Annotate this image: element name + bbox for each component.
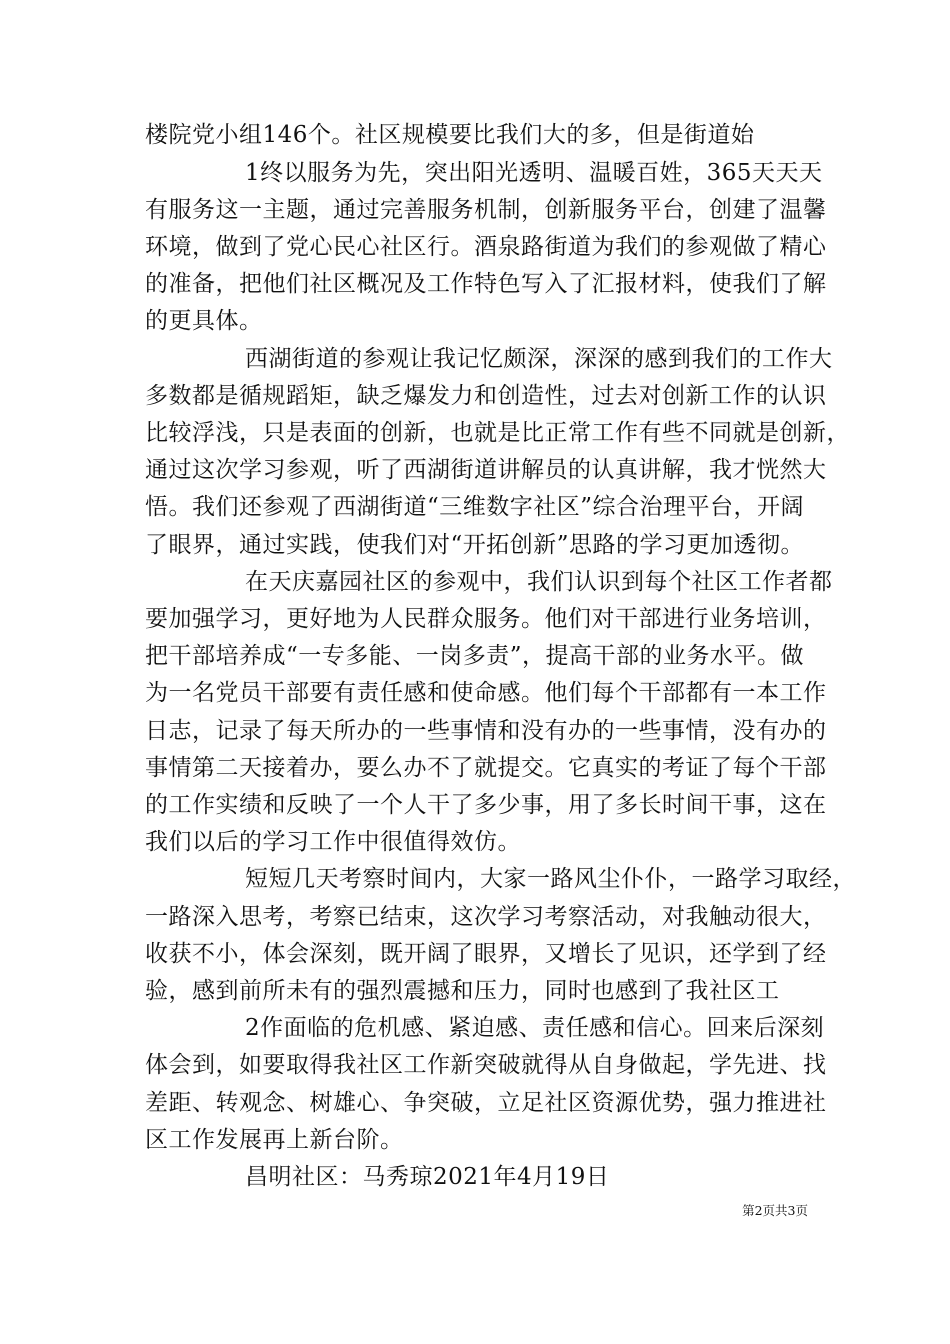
text-line: 的准备，把他们社区概况及工作特色写入了汇报材料，使我们了解	[145, 271, 827, 297]
text-line: 把干部培养成“一专多能、一岗多责”，提高干部的业务水平。做	[145, 643, 805, 669]
text-line: 有服务这一主题，通过完善服务机制，创新服务平台，创建了温馨	[145, 197, 827, 223]
signature-line: 昌明社区：马秀琼2021年4月19日	[245, 1164, 610, 1190]
text-line: 楼院党小组146个。社区规模要比我们大的多，但是街道始	[145, 122, 755, 148]
text-line: 差距、转观念、树雄心、争突破，立足社区资源优势，强力推进社	[145, 1090, 827, 1116]
text-line: 环境，做到了党心民心社区行。酒泉路街道为我们的参观做了精心	[145, 234, 827, 260]
text-line: 的更具体。	[145, 308, 263, 334]
text-line: 体会到，如要取得我社区工作新突破就得从自身做起，学先进、找	[145, 1052, 827, 1078]
text-line: 1终以服务为先，突出阳光透明、温暖百姓，365天天天	[245, 160, 823, 186]
text-line: 日志，记录了每天所办的一些事情和没有办的一些事情，没有办的	[145, 718, 827, 744]
text-line: 悟。我们还参观了西湖街道“三维数字社区”综合治理平台，开阔	[145, 494, 805, 520]
text-line: 我们以后的学习工作中很值得效仿。	[145, 829, 521, 855]
text-line: 比较浮浅，只是表面的创新，也就是比正常工作有些不同就是创新，	[145, 420, 850, 446]
text-line: 了眼界，通过实践，使我们对“开拓创新”思路的学习更加透彻。	[145, 532, 805, 558]
text-line: 的工作实绩和反映了一个人干了多少事，用了多长时间干事，这在	[145, 792, 827, 818]
text-line: 收获不小，体会深刻，既开阔了眼界，又增长了见识，还学到了经	[145, 941, 827, 967]
text-line: 要加强学习，更好地为人民群众服务。他们对干部进行业务培训，	[145, 606, 827, 632]
text-line: 短短几天考察时间内，大家一路风尘仆仆，一路学习取经，	[245, 866, 856, 892]
text-line: 区工作发展再上新台阶。	[145, 1127, 404, 1153]
text-line: 为一名党员干部要有责任感和使命感。他们每个干部都有一本工作	[145, 680, 827, 706]
text-line: 事情第二天接着办，要么办不了就提交。它真实的考证了每个干部	[145, 755, 827, 781]
text-line: 一路深入思考，考察已结束，这次学习考察活动，对我触动很大，	[145, 904, 827, 930]
text-line: 西湖街道的参观让我记忆颇深，深深的感到我们的工作大	[245, 346, 833, 372]
text-line: 2作面临的危机感、紧迫感、责任感和信心。回来后深刻	[245, 1015, 825, 1041]
text-line: 验，感到前所未有的强烈震撼和压力，同时也感到了我社区工	[145, 978, 780, 1004]
text-line: 多数都是循规蹈矩，缺乏爆发力和创造性，过去对创新工作的认识	[145, 383, 827, 409]
text-line: 在天庆嘉园社区的参观中，我们认识到每个社区工作者都	[245, 569, 833, 595]
page-number: 第2页共3页	[742, 1203, 808, 1218]
text-line: 通过这次学习参观，听了西湖街道讲解员的认真讲解，我才恍然大	[145, 457, 827, 483]
